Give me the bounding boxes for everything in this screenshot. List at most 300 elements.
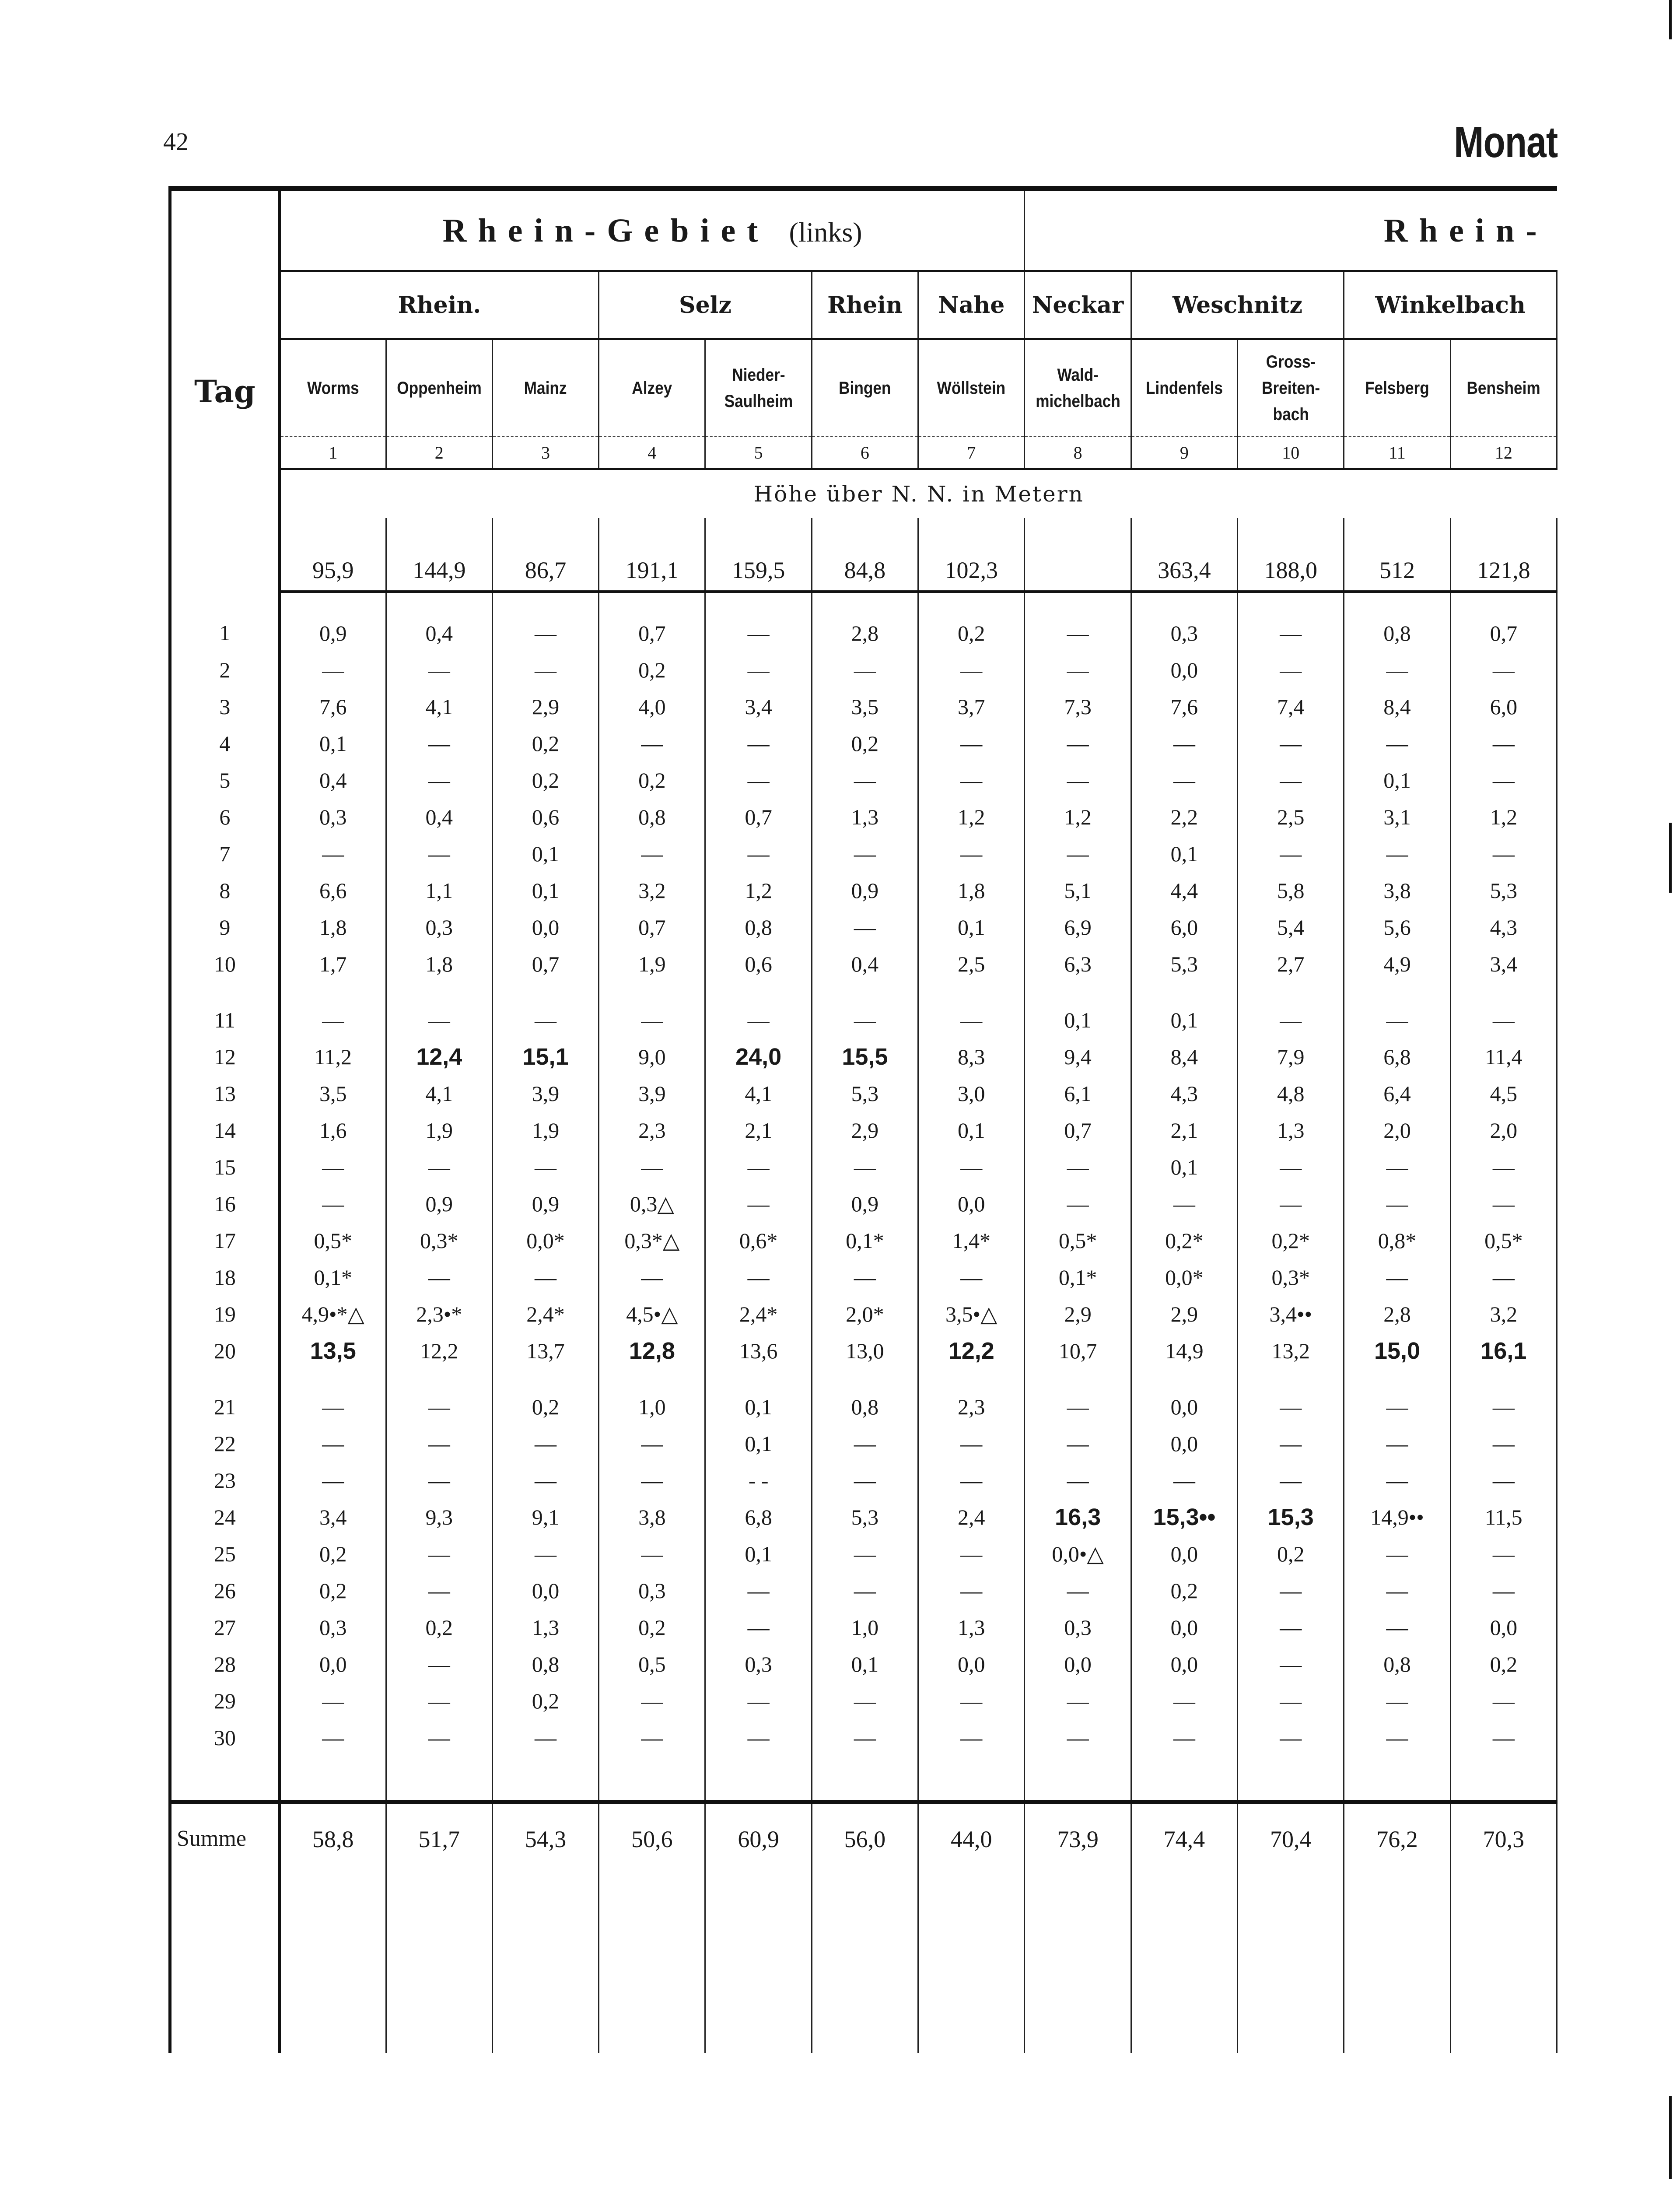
value-cell: — [1344, 1002, 1450, 1038]
river-header: Nahe [918, 271, 1025, 339]
station-height: 188,0 [1238, 518, 1344, 592]
value-cell: — [1238, 1425, 1344, 1462]
column-number: 4 [599, 437, 705, 469]
value-cell: — [918, 762, 1025, 799]
station-header [386, 339, 492, 437]
day-column-header: Tag [170, 189, 280, 592]
station-name-line: Alzey [632, 379, 672, 398]
value-cell: — [918, 1536, 1025, 1572]
value-cell: 0,3 [705, 1646, 812, 1683]
value-cell: 2,0* [812, 1296, 918, 1332]
station-header [280, 339, 386, 437]
station-name-line: Lindenfels [1145, 379, 1223, 398]
value-cell: 0,9 [492, 1185, 598, 1222]
value-cell: 13,5 [280, 1332, 386, 1369]
table-row [170, 799, 1557, 835]
value-cell: 6,0 [1131, 909, 1237, 946]
value-cell: 12,8 [599, 1332, 705, 1369]
gap-cell [1238, 1369, 1344, 1389]
gap-cell [1131, 982, 1237, 1002]
summe-value: 73,9 [1025, 1802, 1131, 1909]
value-cell: 0,0•△ [1025, 1536, 1131, 1572]
value-cell: 0,2 [812, 725, 918, 762]
value-cell: 1,3 [812, 799, 918, 835]
station-height: 86,7 [492, 518, 598, 592]
value-cell: — [705, 1185, 812, 1222]
value-cell: 6,1 [1025, 1075, 1131, 1112]
station-height: 191,1 [599, 518, 705, 592]
value-cell: — [812, 1002, 918, 1038]
value-cell: — [918, 1149, 1025, 1185]
value-cell: 0,1* [1025, 1259, 1131, 1296]
value-cell: 0,0* [1131, 1259, 1237, 1296]
day-number: 19 [170, 1296, 280, 1332]
value-cell: — [492, 1425, 598, 1462]
value-cell: 11,4 [1450, 1038, 1557, 1075]
value-cell: 2,2 [1131, 799, 1237, 835]
station-height: 512 [1344, 518, 1450, 592]
column-number: 5 [705, 437, 812, 469]
value-cell: 0,2 [280, 1572, 386, 1609]
value-cell: — [1450, 1719, 1557, 1756]
value-cell: 0,9 [812, 1185, 918, 1222]
station-name-line: Bensheim [1466, 379, 1540, 398]
summe-value: 70,4 [1238, 1802, 1344, 1909]
value-cell: 2,4 [918, 1499, 1025, 1536]
value-cell: 5,8 [1238, 872, 1344, 909]
value-cell: — [280, 1185, 386, 1222]
value-cell: 0,2 [599, 1609, 705, 1646]
value-cell: — [918, 1719, 1025, 1756]
value-cell: 0,9 [812, 872, 918, 909]
value-cell: 0,8* [1344, 1222, 1450, 1259]
value-cell: 0,4 [280, 762, 386, 799]
value-cell: — [599, 1462, 705, 1499]
value-cell: 7,9 [1238, 1038, 1344, 1075]
region-header-right: Rhein- [1025, 189, 1557, 271]
value-cell: 1,3 [918, 1609, 1025, 1646]
gap-cell [918, 1369, 1025, 1389]
value-cell: 0,7 [492, 946, 598, 982]
day-number: 17 [170, 1222, 280, 1259]
value-cell: 0,9 [386, 1185, 492, 1222]
spacer-cell [599, 1756, 705, 1802]
value-cell: 0,1 [918, 1112, 1025, 1149]
station-name-line: Wald- [1057, 365, 1099, 385]
value-cell: — [812, 1536, 918, 1572]
value-cell: 7,6 [280, 688, 386, 725]
value-cell: 5,3 [1450, 872, 1557, 909]
value-cell: — [492, 1719, 598, 1756]
value-cell: 0,2 [599, 652, 705, 688]
value-cell: — [386, 1002, 492, 1038]
value-cell: 0,2 [492, 762, 598, 799]
value-cell: — [1025, 652, 1131, 688]
value-cell: 4,9•*△ [280, 1296, 386, 1332]
value-cell: 1,2 [1025, 799, 1131, 835]
river-header: Rhein. [280, 271, 599, 339]
value-cell: 0,1 [705, 1536, 812, 1572]
table-row [170, 762, 1557, 799]
day-number: 10 [170, 946, 280, 982]
value-cell: 13,6 [705, 1332, 812, 1369]
value-cell: 0,1 [705, 1425, 812, 1462]
spacer-cell [918, 1909, 1025, 2053]
river-header: Neckar [1025, 271, 1131, 339]
column-number: 8 [1025, 437, 1131, 469]
table-row [170, 1646, 1557, 1683]
value-cell: — [1238, 835, 1344, 872]
value-cell: — [1450, 1149, 1557, 1185]
value-cell: 0,7 [1450, 592, 1557, 652]
value-cell: — [1344, 1609, 1450, 1646]
value-cell: 0,3* [386, 1222, 492, 1259]
gap-cell [492, 1369, 598, 1389]
value-cell: 6,6 [280, 872, 386, 909]
value-cell: 0,8 [599, 799, 705, 835]
day-number: 25 [170, 1536, 280, 1572]
value-cell: — [812, 1259, 918, 1296]
day-number: 9 [170, 909, 280, 946]
gap-cell [1131, 1369, 1237, 1389]
spacer-cell [1238, 1909, 1344, 2053]
table-row [170, 725, 1557, 762]
value-cell: 6,8 [705, 1499, 812, 1536]
day-number: 12 [170, 1038, 280, 1075]
value-cell: — [812, 835, 918, 872]
value-cell: 4,1 [386, 688, 492, 725]
value-cell: — [386, 1719, 492, 1756]
value-cell: — [1450, 1425, 1557, 1462]
station-height: 95,9 [280, 518, 386, 592]
value-cell: — [1025, 725, 1131, 762]
value-cell: — [386, 725, 492, 762]
value-cell: 0,0 [492, 909, 598, 946]
value-cell: 12,4 [386, 1038, 492, 1075]
column-number: 9 [1131, 437, 1237, 469]
value-cell: — [1025, 1149, 1131, 1185]
station-height [1025, 518, 1131, 592]
column-number: 6 [812, 437, 918, 469]
value-cell: 4,4 [1131, 872, 1237, 909]
table-row [170, 1462, 1557, 1499]
spacer-cell [386, 1756, 492, 1802]
margin-mark [1669, 0, 1672, 39]
value-cell: — [492, 1149, 598, 1185]
spacer-cell [170, 1756, 280, 1802]
gap-cell [812, 1369, 918, 1389]
value-cell: — [599, 1683, 705, 1719]
station-header [1238, 339, 1344, 437]
value-cell: — [1025, 592, 1131, 652]
value-cell: — [1450, 652, 1557, 688]
value-cell: 15,3 [1238, 1499, 1344, 1536]
value-cell: — [705, 1719, 812, 1756]
station-name-line: Breiten- [1261, 379, 1320, 398]
value-cell: 6,8 [1344, 1038, 1450, 1075]
table-row [170, 1185, 1557, 1222]
station-height: 144,9 [386, 518, 492, 592]
value-cell: 3,8 [599, 1499, 705, 1536]
value-cell: 0,6 [492, 799, 598, 835]
value-cell: 0,0 [1025, 1646, 1131, 1683]
value-cell: 0,0 [1131, 1536, 1237, 1572]
value-cell: — [386, 1389, 492, 1425]
column-number: 7 [918, 437, 1025, 469]
value-cell: — [705, 1609, 812, 1646]
value-cell: 0,3 [1025, 1609, 1131, 1646]
value-cell: — [918, 1683, 1025, 1719]
value-cell: 3,5•△ [918, 1296, 1025, 1332]
value-cell: — [280, 1149, 386, 1185]
spacer-cell [1450, 1756, 1557, 1802]
value-cell: 3,9 [599, 1075, 705, 1112]
value-cell: 9,3 [386, 1499, 492, 1536]
value-cell: 0,8 [812, 1389, 918, 1425]
table-row [170, 592, 1557, 652]
value-cell: 0,1 [492, 872, 598, 909]
table-row [170, 1075, 1557, 1112]
value-cell: 0,0 [1131, 652, 1237, 688]
day-number: 18 [170, 1259, 280, 1296]
day-number: 26 [170, 1572, 280, 1609]
value-cell: 7,4 [1238, 688, 1344, 725]
value-cell: 2,3 [599, 1112, 705, 1149]
station-name-line: Felsberg [1365, 379, 1429, 398]
spacer-cell [280, 1756, 386, 1802]
summe-value: 76,2 [1344, 1802, 1450, 1909]
value-cell: 11,2 [280, 1038, 386, 1075]
gap-cell [1344, 982, 1450, 1002]
value-cell: 2,8 [1344, 1296, 1450, 1332]
gap-cell [1025, 982, 1131, 1002]
value-cell: — [386, 652, 492, 688]
value-cell: — [386, 1572, 492, 1609]
value-cell: 8,3 [918, 1038, 1025, 1075]
value-cell: 3,4 [705, 688, 812, 725]
table-row [170, 1222, 1557, 1259]
summe-value: 44,0 [918, 1802, 1025, 1909]
gap-cell [1450, 982, 1557, 1002]
station-name-line: Nieder- [732, 365, 785, 385]
value-cell: 1,7 [280, 946, 386, 982]
value-cell: 0,3 [599, 1572, 705, 1609]
value-cell: — [280, 1425, 386, 1462]
value-cell: — [812, 1683, 918, 1719]
value-cell: 12,2 [386, 1332, 492, 1369]
value-cell: — [1025, 1389, 1131, 1425]
spacer-cell [918, 1756, 1025, 1802]
value-cell: — [1344, 1536, 1450, 1572]
spacer-cell [492, 1909, 598, 2053]
value-cell: 0,0 [1131, 1609, 1237, 1646]
day-number: 6 [170, 799, 280, 835]
value-cell: 2,3 [918, 1389, 1025, 1425]
gap-cell [1238, 982, 1344, 1002]
value-cell: 0,1 [1131, 835, 1237, 872]
value-cell: — [1344, 1425, 1450, 1462]
value-cell: — [280, 1462, 386, 1499]
value-cell: 0,0 [1450, 1609, 1557, 1646]
region-left-subtitle: (links) [789, 216, 862, 248]
value-cell: 0,9 [280, 592, 386, 652]
value-cell: — [918, 1425, 1025, 1462]
value-cell: 1,3 [492, 1609, 598, 1646]
value-cell: 2,7 [1238, 946, 1344, 982]
station-header [599, 339, 705, 437]
value-cell: — [705, 1683, 812, 1719]
value-cell: — [599, 1149, 705, 1185]
day-number: 5 [170, 762, 280, 799]
value-cell: — [599, 1719, 705, 1756]
value-cell: 1,9 [386, 1112, 492, 1149]
value-cell: 0,8 [492, 1646, 598, 1683]
value-cell: 5,3 [812, 1499, 918, 1536]
value-cell: 0,2 [492, 725, 598, 762]
value-cell: — [1450, 1389, 1557, 1425]
value-cell: — [705, 1259, 812, 1296]
value-cell: 6,9 [1025, 909, 1131, 946]
station-height: 159,5 [705, 518, 812, 592]
value-cell: — [812, 1719, 918, 1756]
spacer-cell [170, 1909, 280, 2053]
station-header [1344, 339, 1450, 437]
value-cell: 0,7 [705, 799, 812, 835]
value-cell: 0,0 [280, 1646, 386, 1683]
value-cell: 16,1 [1450, 1332, 1557, 1369]
spacer-cell [1025, 1756, 1131, 1802]
value-cell: 0,2 [280, 1536, 386, 1572]
value-cell: 6,3 [1025, 946, 1131, 982]
value-cell: — [599, 1536, 705, 1572]
value-cell: — [386, 1536, 492, 1572]
day-number: 3 [170, 688, 280, 725]
summe-value: 70,3 [1450, 1802, 1557, 1909]
station-height: 363,4 [1131, 518, 1237, 592]
value-cell: 2,5 [918, 946, 1025, 982]
value-cell: — [1450, 835, 1557, 872]
value-cell: — [812, 1149, 918, 1185]
value-cell: — [599, 725, 705, 762]
value-cell: 0,1 [280, 725, 386, 762]
summe-value: 50,6 [599, 1802, 705, 1909]
summe-value: 60,9 [705, 1802, 812, 1909]
height-row [170, 518, 1557, 592]
value-cell: 0,2* [1131, 1222, 1237, 1259]
value-cell: 2,0 [1344, 1112, 1450, 1149]
value-cell: — [1238, 652, 1344, 688]
margin-mark [1669, 2096, 1672, 2179]
value-cell: 5,1 [1025, 872, 1131, 909]
value-cell: 13,0 [812, 1332, 918, 1369]
value-cell: — [280, 835, 386, 872]
value-cell: — [918, 1572, 1025, 1609]
gap-cell [280, 982, 386, 1002]
day-number: 22 [170, 1425, 280, 1462]
gap-cell [492, 982, 598, 1002]
spacer-cell [1344, 1756, 1450, 1802]
value-cell: 6,0 [1450, 688, 1557, 725]
station-name-line: Gross- [1266, 352, 1316, 372]
river-header-row [170, 271, 1557, 339]
table-row [170, 1002, 1557, 1038]
value-cell: 1,8 [386, 946, 492, 982]
value-cell: 2,9 [1131, 1296, 1237, 1332]
value-cell: 3,2 [599, 872, 705, 909]
value-cell: — [918, 652, 1025, 688]
value-cell: — [386, 1646, 492, 1683]
station-name-line: Worms [307, 379, 359, 398]
value-cell: — [599, 1002, 705, 1038]
value-cell: — [1344, 1462, 1450, 1499]
spacer-cell [1131, 1756, 1237, 1802]
value-cell: 0,5* [1025, 1222, 1131, 1259]
station-name-line: Mainz [524, 379, 567, 398]
value-cell: 2,5 [1238, 799, 1344, 835]
value-cell: 1,2 [1450, 799, 1557, 835]
value-cell: — [1131, 725, 1237, 762]
table-row [170, 652, 1557, 688]
value-cell: — [1238, 1149, 1344, 1185]
value-cell: — [812, 909, 918, 946]
day-number: 8 [170, 872, 280, 909]
value-cell: — [1344, 652, 1450, 688]
value-cell: 13,7 [492, 1332, 598, 1369]
value-cell: 7,6 [1131, 688, 1237, 725]
value-cell: — [1344, 835, 1450, 872]
spacer-cell [1450, 1909, 1557, 2053]
value-cell: 9,4 [1025, 1038, 1131, 1075]
table-row [170, 1389, 1557, 1425]
value-cell: 24,0 [705, 1038, 812, 1075]
gap-cell [1025, 1369, 1131, 1389]
value-cell: 15,5 [812, 1038, 918, 1075]
value-cell: 0,4 [812, 946, 918, 982]
value-cell: 3,8 [1344, 872, 1450, 909]
value-cell: 0,0 [918, 1185, 1025, 1222]
value-cell: — [1450, 1462, 1557, 1499]
value-cell: 5,3 [812, 1075, 918, 1112]
day-number: 4 [170, 725, 280, 762]
table-bottom-space [170, 1909, 1557, 2053]
value-cell: — [812, 1462, 918, 1499]
value-cell: 2,3•* [386, 1296, 492, 1332]
value-cell: 0,1* [812, 1222, 918, 1259]
value-cell: — [1025, 762, 1131, 799]
value-cell: 0,1* [280, 1259, 386, 1296]
summe-value: 56,0 [812, 1802, 918, 1909]
day-number: 24 [170, 1499, 280, 1536]
value-cell: 15,3•• [1131, 1499, 1237, 1536]
station-height: 102,3 [918, 518, 1025, 592]
value-cell: 0,8 [1344, 592, 1450, 652]
value-cell: - - [705, 1462, 812, 1499]
value-cell: 0,3* [1238, 1259, 1344, 1296]
page-number: 42 [163, 127, 189, 156]
value-cell: 9,0 [599, 1038, 705, 1075]
value-cell: 4,9 [1344, 946, 1450, 982]
value-cell: 2,8 [812, 592, 918, 652]
value-cell: 14,9 [1131, 1332, 1237, 1369]
value-cell: 3,4 [280, 1499, 386, 1536]
value-cell: 5,6 [1344, 909, 1450, 946]
spacer-cell [1131, 1909, 1237, 2053]
value-cell: — [812, 762, 918, 799]
value-cell: — [1344, 1389, 1450, 1425]
table-row [170, 1572, 1557, 1609]
day-number: 2 [170, 652, 280, 688]
value-cell: 0,3 [1131, 592, 1237, 652]
